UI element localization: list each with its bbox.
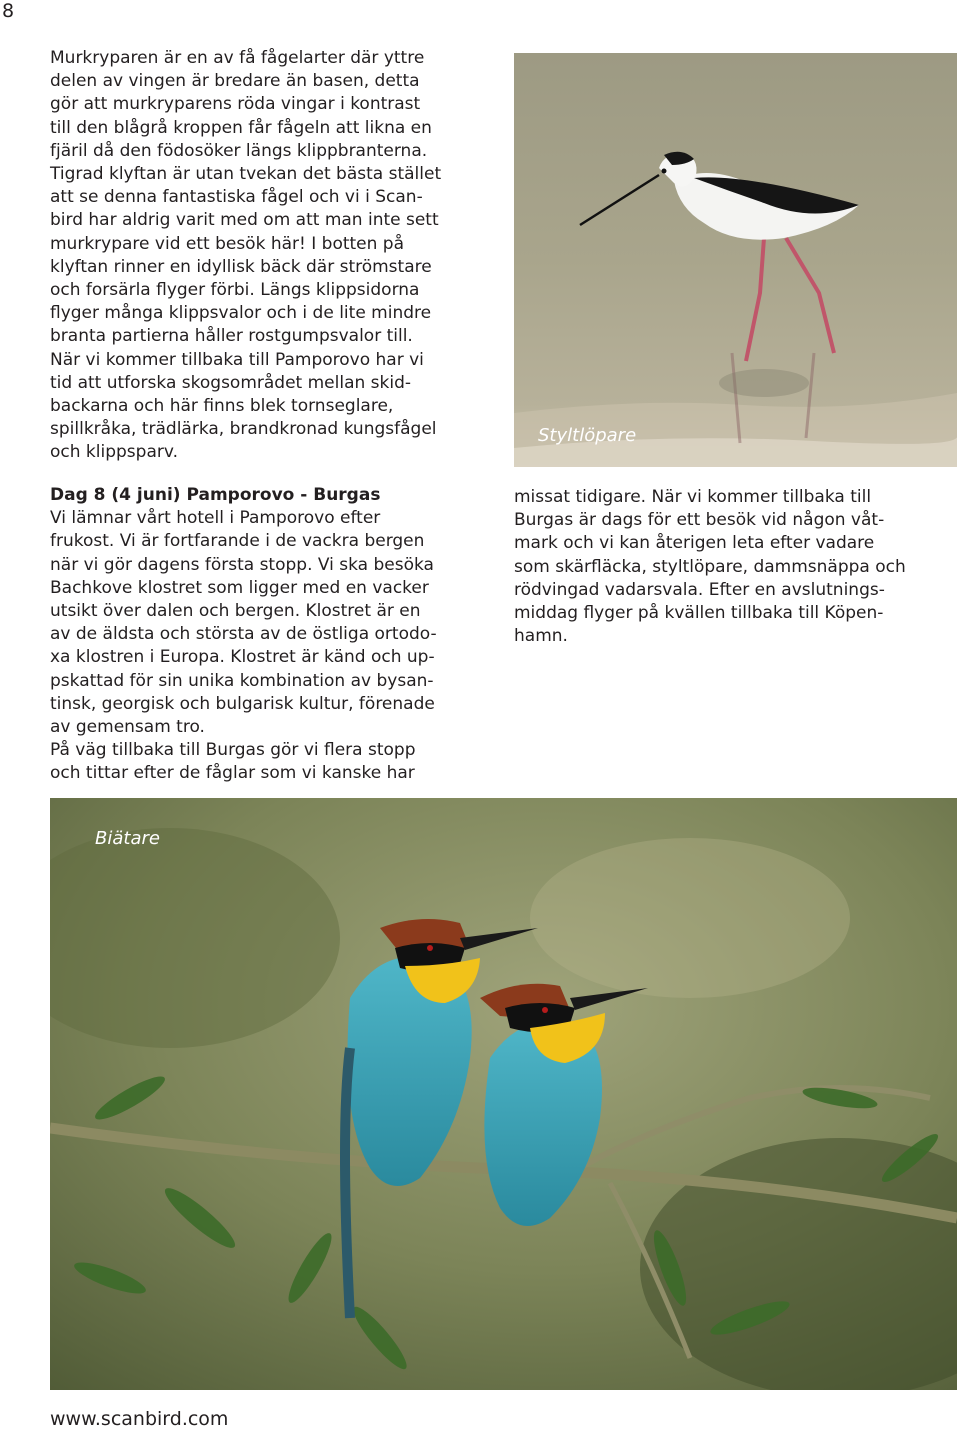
text-line: xa klostren i Europa. Klostret är känd och up- xyxy=(50,647,435,668)
beeeater-caption: Biätare xyxy=(95,828,160,849)
text-line: klyftan rinner en idyllisk bäck där strömstare xyxy=(50,256,432,277)
text-line: bird har aldrig varit med om att man inte sett xyxy=(50,210,439,231)
text-line: frukost. Vi är fortfarande i de vackra bergen xyxy=(50,531,425,552)
text-line: middag flyger på kvällen tillbaka till Köpen- xyxy=(514,603,884,624)
text-line: Burgas är dags för ett besök vid någon våt- xyxy=(514,510,885,531)
day8-heading: Dag 8 (4 juni) Pamporovo - Burgas xyxy=(50,485,381,505)
stilt-illustration xyxy=(514,53,957,467)
text-line: Tigrad klyftan är utan tvekan det bästa stället xyxy=(50,164,442,185)
text-line: branta partierna håller rostgumpsvalor till. xyxy=(50,326,413,347)
text-line: gör att murkryparens röda vingar i kontrast xyxy=(50,94,421,115)
text-line: Vi lämnar vårt hotell i Pamporovo efter xyxy=(50,508,381,529)
text-line: hamn. xyxy=(514,626,568,647)
text-line: när vi gör dagens första stopp. Vi ska besöka xyxy=(50,554,434,575)
text-line: av de äldsta och största av de östliga ortodo- xyxy=(50,624,437,645)
text-line: På väg tillbaka till Burgas gör vi flera stopp xyxy=(50,740,416,761)
text-line: av gemensam tro. xyxy=(50,717,205,738)
intro-paragraph xyxy=(50,47,500,465)
beeeater-photo xyxy=(50,798,957,1390)
text-line: murkrypare vid ett besök här! I botten på xyxy=(50,233,405,254)
text-line: När vi kommer tillbaka till Pamporovo har vi xyxy=(50,349,424,370)
stilt-caption: Styltlöpare xyxy=(538,425,637,446)
text-line: tid att utforska skogsområdet mellan skid- xyxy=(50,372,412,393)
text-line: och tittar efter de fåglar som vi kanske har xyxy=(50,763,415,784)
text-line: delen av vingen är bredare än basen, detta xyxy=(50,71,420,92)
text-line: att se denna fantastiska fågel och vi i Scan- xyxy=(50,187,423,208)
text-line: tinsk, georgisk och bulgarisk kultur, förenade xyxy=(50,693,435,714)
page-number: 8 xyxy=(2,0,15,22)
text-line: Murkryparen är en av få fågelarter där yttre xyxy=(50,48,425,68)
footer-url[interactable]: www.scanbird.com xyxy=(50,1408,229,1430)
text-line: pskattad för sin unika kombination av bysan- xyxy=(50,670,434,691)
text-line: och forsärla flyger förbi. Längs klippsidorna xyxy=(50,280,420,301)
text-line: rödvingad vadarsvala. Efter en avslutnings- xyxy=(514,579,885,600)
text-line: flyger många klippsvalor och i de lite mindre xyxy=(50,303,432,324)
stilt-photo xyxy=(514,53,957,467)
text-line: mark och vi kan återigen leta efter vadare xyxy=(514,533,875,554)
day8-section-right xyxy=(514,486,959,648)
text-line: utsikt över dalen och bergen. Klostret är en xyxy=(50,601,421,622)
text-line: fjäril då den födosöker längs klippbranterna. xyxy=(50,140,428,161)
text-line: Bachkove klostret som ligger med en vacker xyxy=(50,577,429,598)
beeeater-illustration xyxy=(50,798,957,1390)
text-line: missat tidigare. När vi kommer tillbaka till xyxy=(514,487,872,507)
text-line: spillkråka, trädlärka, brandkronad kungsfågel xyxy=(50,419,437,440)
text-line: och klippsparv. xyxy=(50,442,178,463)
text-line: till den blågrå kroppen får fågeln att likna en xyxy=(50,117,432,138)
text-line: backarna och här finns blek tornseglare, xyxy=(50,396,394,417)
day8-section-left xyxy=(50,484,500,786)
text-line: som skärfläcka, styltlöpare, dammsnäppa och xyxy=(514,556,906,577)
